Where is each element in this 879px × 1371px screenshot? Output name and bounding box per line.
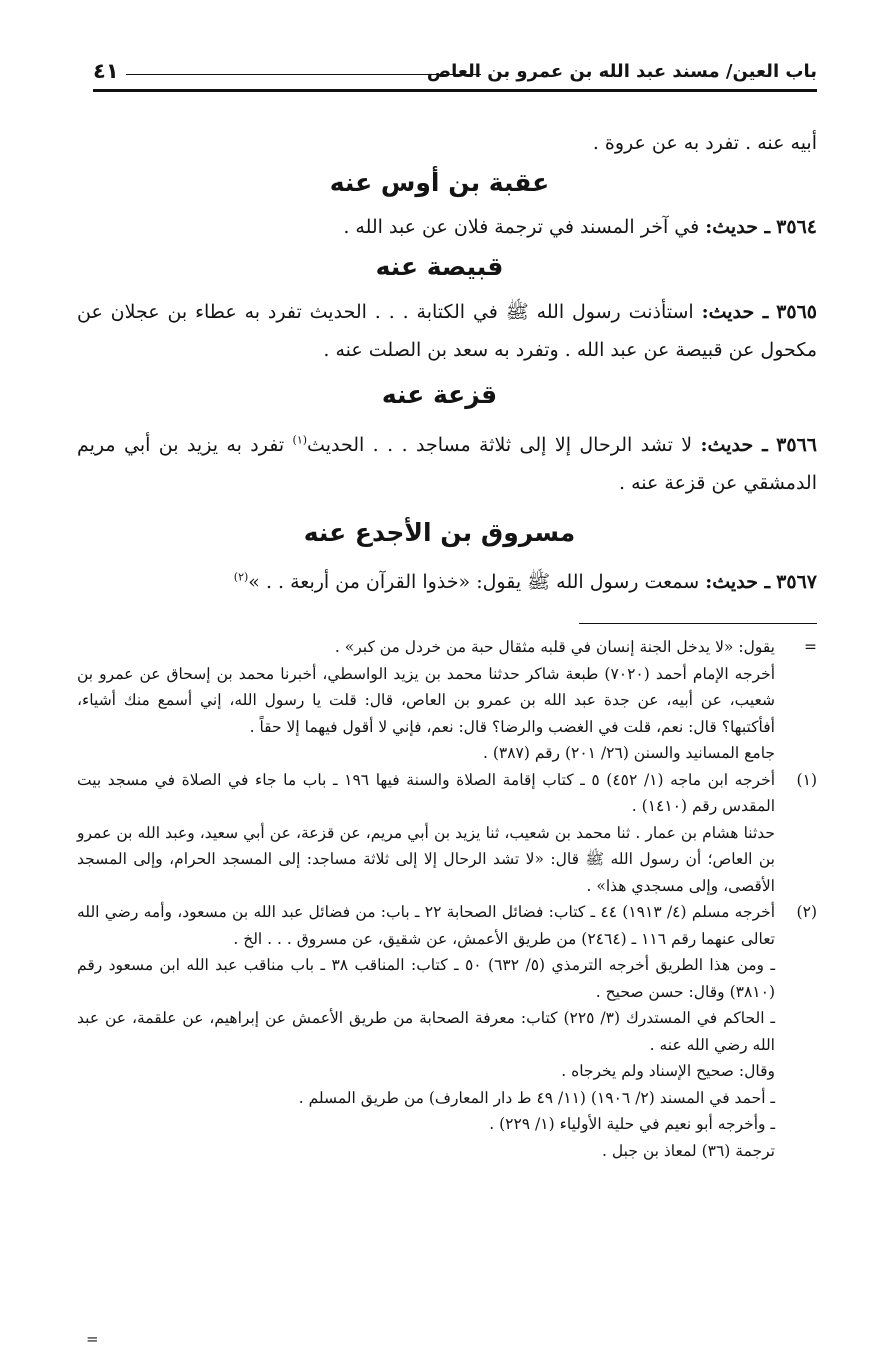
section-heading: قزعة عنه [381,380,498,409]
hadith-label: ـ حديث: [705,216,771,238]
hadith-label: ـ حديث: [700,434,768,456]
hadith-label: ـ حديث: [701,301,769,323]
hadith-number: ٣٥٦٤ [776,216,817,238]
footnote-ref[interactable]: (٢) [233,570,249,584]
footnote-line: ـ ومن هذا الطريق أخرجه الترمذي (٥/ ٦٣٢) ٥٠ ـ كتاب: المناقب ٣٨ ـ باب مناقب عبد الله ابن مسعود رقم (٣٨١٠) وقال: حسن صحيح . [77,956,775,1001]
footnote-continuation [77,634,817,767]
footnote-ref[interactable]: (١) [292,433,308,447]
footnote-line: جامع المسانيد والسنن (٢٦/ ٢٠١) رقم (٣٨٧) . [482,744,775,762]
continuation-mark: = [804,638,817,656]
section-heading: عقبة بن أوس عنه [329,168,550,197]
continuation-mark-bottom: = [86,1330,99,1348]
footnote-mark: (١) [796,770,817,789]
hadith-entry [77,563,817,601]
section-heading: مسروق بن الأجدع عنه [303,518,576,547]
hadith-number: ٣٥٦٦ [776,434,817,456]
footnote-2 [77,899,817,1164]
footnote-line: حدثنا هشام بن عمار . ثنا محمد بن شعيب، ثنا يزيد بن أبي مريم، عن قزعة، عن أبي سعيد، وعبد الله بن عمرو بن العاص؛ أن رسول الله ﷺ قال: «لا تشد الرحال إلا إلى ثلاثة مساجد: إلى المسجد الحرام، وإلى المسجد الأقصى، وإلى مسجدي هذا» . [77,823,775,895]
intro-text: أبيه عنه . تفرد به عن عروة . [592,132,817,154]
running-title: باب العين/ مسند عبد الله بن عمرو بن العاص [426,61,817,82]
footnote-line: يقول: «لا يدخل الجنة إنسان في قلبه مثقال حبة من خردل من كبر» . [334,638,775,656]
hadith-entry [77,208,817,246]
hadith-text: استأذنت رسول الله ﷺ في الكتابة . . . الحديث تفرد به عطاء بن عجلان عن مكحول عن قبيصة عن عبد الله . وتفرد به سعد بن الصلت عنه . [77,301,817,361]
footnote-1 [77,767,817,900]
footnote-separator [579,623,817,624]
hadith-label: ـ حديث: [705,571,771,593]
hadith-text: سمعت رسول الله ﷺ يقول: «خذوا القرآن من أربعة . . » [248,571,700,593]
footnote-line: أخرجه الإمام أحمد (٧٠٢٠) طبعة شاكر حدثنا محمد بن يزيد الواسطي، أخبرنا محمد بن إسحاق عن عمرو بن شعيب، عن أبيه، عن جدة عبد الله بن عمرو بن العاص، قال: قلت يا رسول الله، إني أسمع منك أشياء، أفأكتبها؟ قال: نعم، قلت في الغضب والرضا؟ قال: نعم، فإني لا أقول فيهما إلا حقاً . [77,664,776,736]
hadith-text: لا تشد الرحال إلا إلى ثلاثة مساجد . . . الحديث [307,434,693,456]
footnote-line: ـ الحاكم في المستدرك (٣/ ٢٢٥) كتاب: معرفة الصحابة من طريق الأعمش عن إبراهيم، عن علقمة، عن عبد الله رضي الله عنه . [77,1009,776,1054]
header-rule [93,89,817,92]
page-number: ٤١ [93,59,119,83]
footnote-mark: (٢) [796,903,817,921]
header-rule-short [126,74,481,75]
hadith-text-continued: تفرد به يزيد بن أبي مريم الدمشقي عن قزعة عنه . [77,434,817,494]
footnotes [77,634,817,1164]
hadith-entry [77,426,817,502]
hadith-text: في آخر المسند في ترجمة فلان عن عبد الله . [343,216,700,238]
footnote-line: ـ أحمد في المسند (٢/ ١٩٠٦) (١١/ ٤٩ ط دار المعارف) من طريق المسلم . [298,1088,775,1107]
footnote-line: ترجمة (٣٦) لمعاذ بن جبل . [602,1141,775,1160]
intro-line [77,124,817,162]
page-header [93,58,817,94]
footnote-line: أخرجه مسلم (٤/ ١٩١٣) ٤٤ ـ كتاب: فضائل الصحابة ٢٢ ـ باب: من فضائل عبد الله بن مسعود، وأمه رضي الله تعالى عنهما رقم ١١٦ ـ (٢٤٦٤) من طريق الأعمش، عن شقيق، عن مسروق . . . الخ . [77,903,776,948]
hadith-number: ٣٥٦٧ [776,571,817,593]
hadith-number: ٣٥٦٥ [776,301,817,323]
section-heading: قبيصة عنه [375,252,504,281]
footnote-line: وقال: صحيح الإسناد ولم يخرجاه . [561,1062,775,1080]
footnote-line: أخرجه ابن ماجه (١/ ٤٥٢) ٥ ـ كتاب إقامة الصلاة والسنة فيها ١٩٦ ـ باب ما جاء في الصلاة في مسجد بيت المقدس رقم (١٤١٠) . [77,770,776,815]
hadith-entry [77,293,817,369]
footnote-line: ـ وأخرجه أبو نعيم في حلية الأولياء (١/ ٢٢٩) . [489,1115,775,1133]
